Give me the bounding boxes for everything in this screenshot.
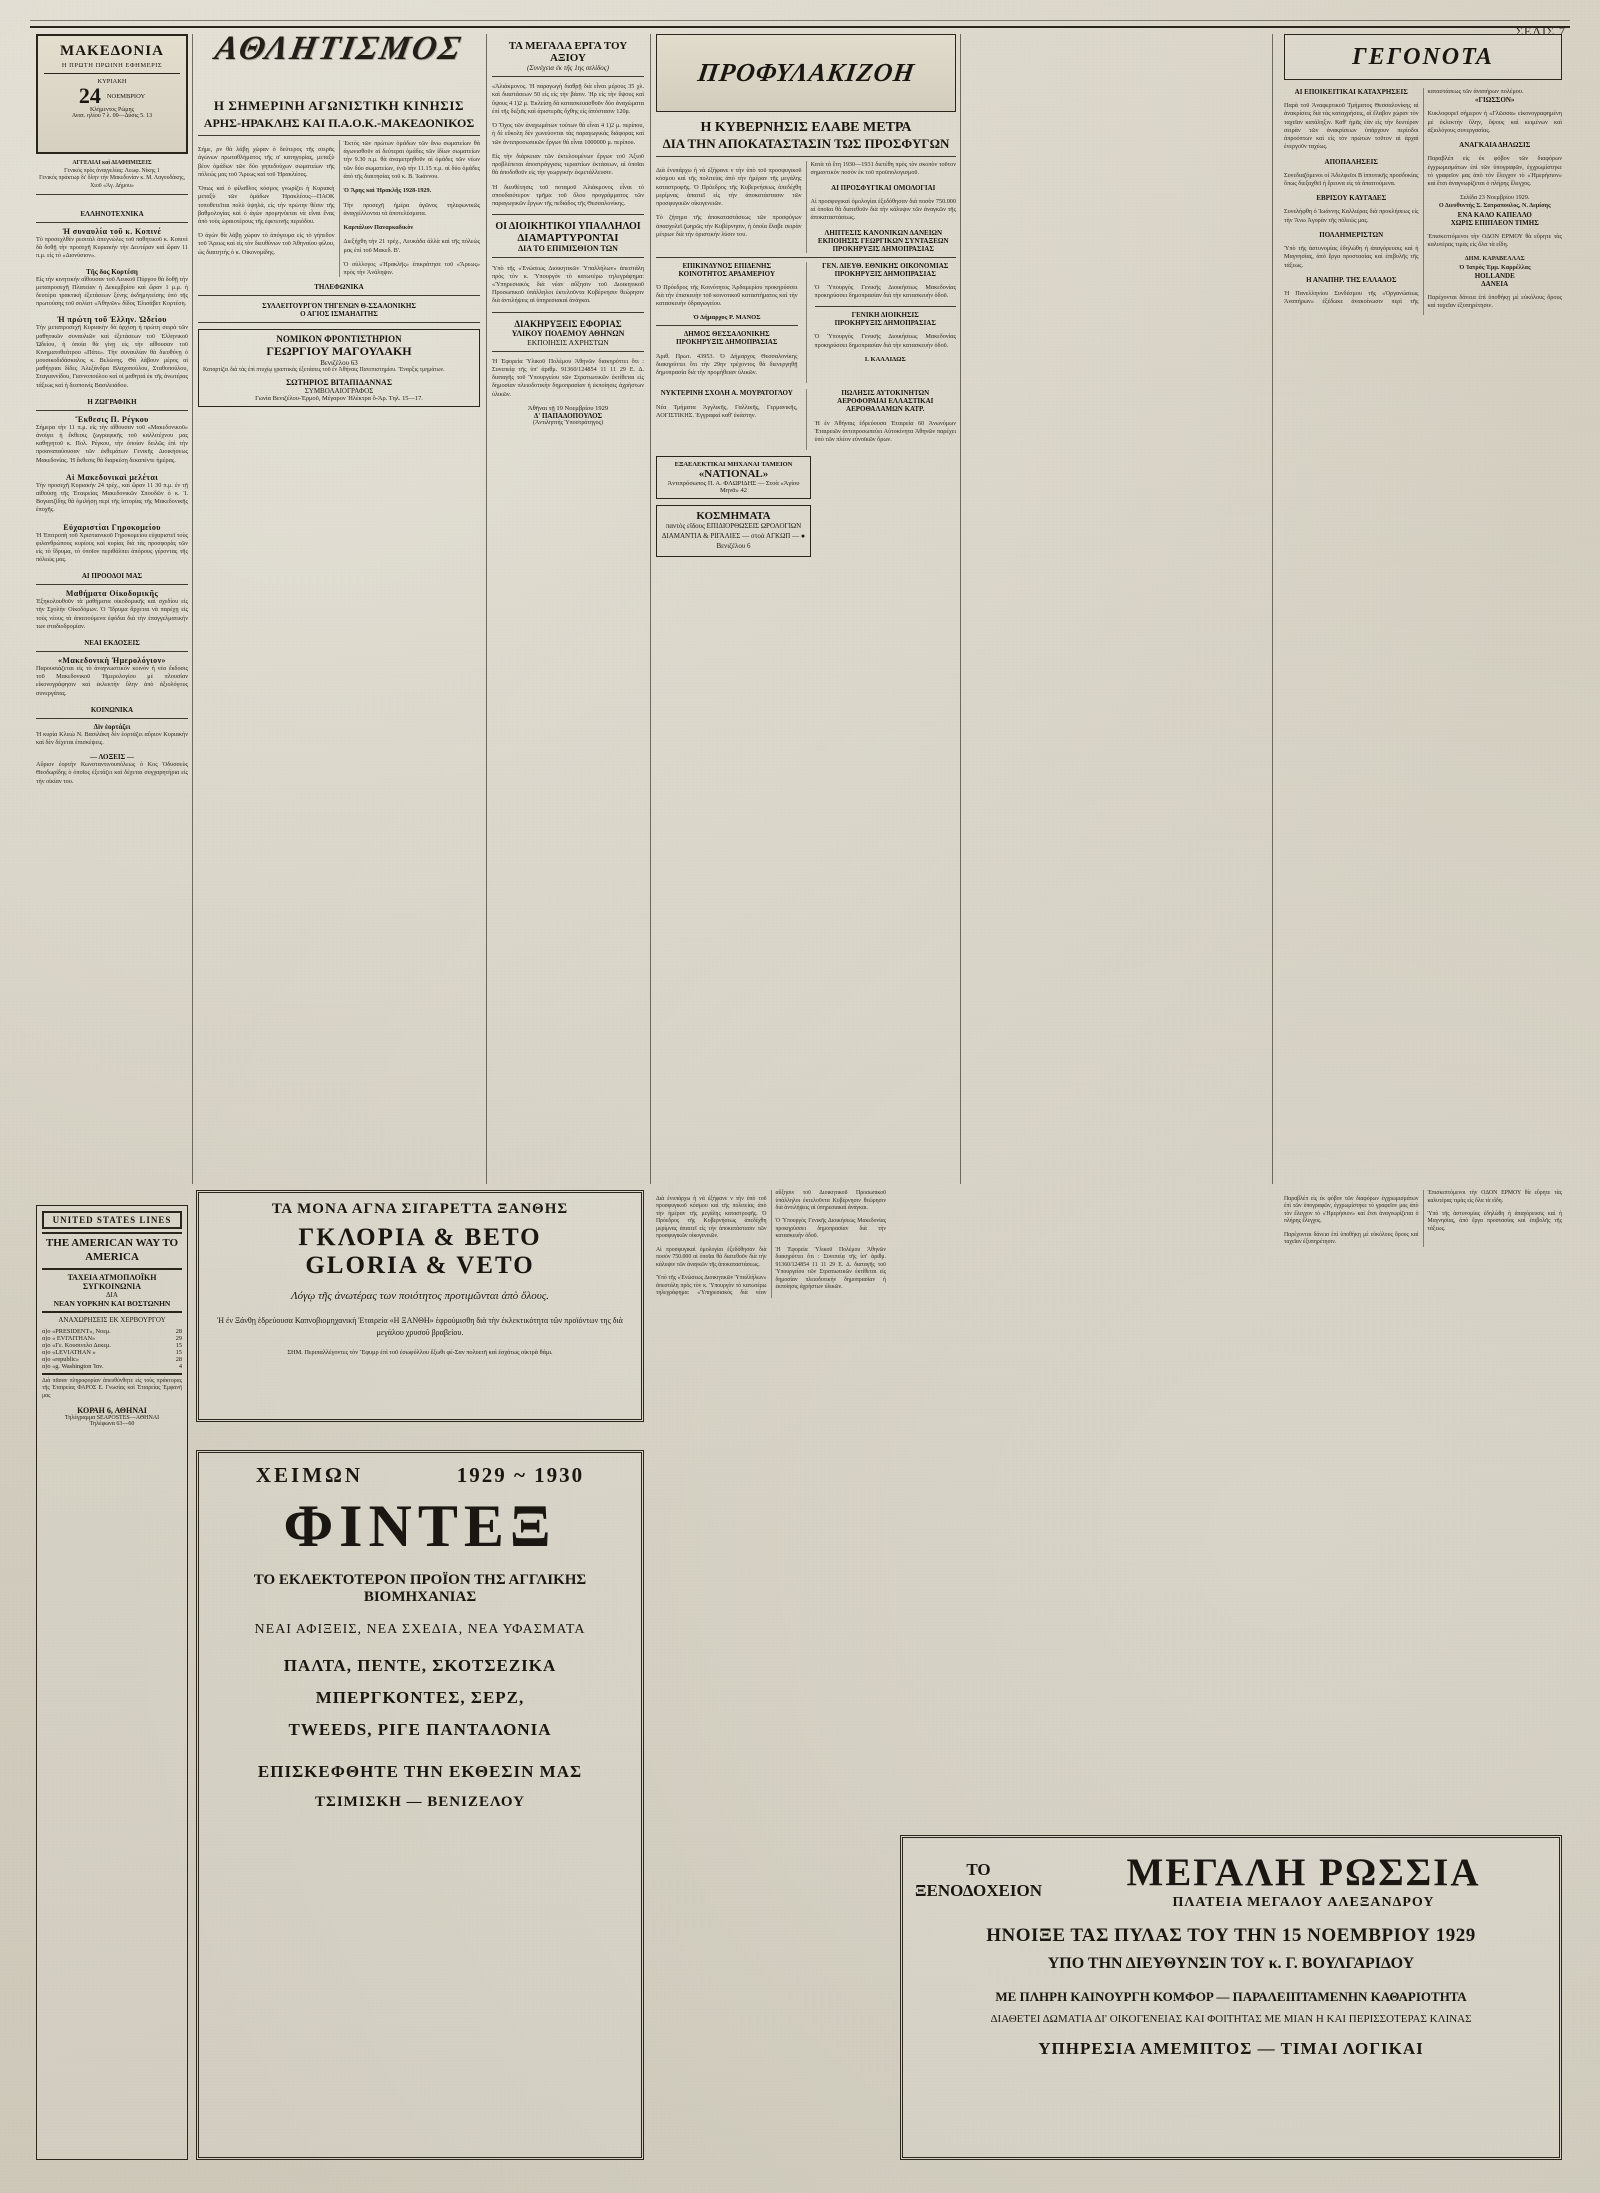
athletics-extra-1: Τὴν προσεχῆ ἡμέρα ἀγῶνος τηλεφωνικῶς ἀναγγέλλονται τὰ ἀποτελέσματα. [343,201,480,217]
uslines-destinations: ΝΕΑΝ ΥΟΡΚΗΝ ΚΑΙ ΒΟΣΤΩΝΗΝ [53,1298,171,1308]
section-head: Δὶν ἑορτάζει [93,722,131,731]
clerks-head-2: ΔΙΑΜΑΡΤΥΡΟΝΤΑΙ [517,232,619,245]
general-direction-auction: ΠΡΟΚΗΡΥΞΙΣ ΔΗΜΟΠΡΑΣΙΑΣ [834,269,936,278]
axios-p4: Ἡ διευθέτησις τοῦ ποταμοῦ Ἀλιάκμονος εἶναι τὸ σπουδαιότερον τμῆμα τοῦ ὅλου προγράμματος τῶν παραγωγικῶν ἔργων τῆς πεδιάδος τῆς Θεσσαλονίκης. [492,183,644,207]
ads-note-line1: ΑΓΓΕΛΙΑΙ καὶ ΔΙΑΦΗΜΙΣΕΙΣ [72,160,152,166]
gegonota-head: ΕΒΡΙΣΟΥ ΚΑΥΓΑΔΕΣ [1316,194,1387,203]
axios-p2: Ὁ Ὄχος τῶν ἀναχωμάτων τούτων θὰ εἶναι 4 1)2 μ. περίπου, ἡ δὲ εὔκολη δὲν χωνεύονται τὰς παραγωγικὰς διάφορας καὶ τῶν ἀντιπροσωπικῶν ἔργων θὰ εἶναι 1000000 μ. περίπου. [492,122,644,146]
schedule-date: 28 [175,1327,182,1335]
ermou-ad-sign: ΔΗΜ. ΚΑΡΑΒΕΛΛΑΣ [1464,255,1525,263]
night-school-body: Νέα Τμήματα Ἀγγλικῆς, Γαλλικῆς, Γερμανικῆς, ΛΟΓΙΣΤΙΚΗΣ. Ἐγγραφαὶ καθ' ἑκάστην. [656,403,798,419]
liturgy-notice-title: ΣΥΛΛΕΙΤΟΥΡΓΟΝ ΤΗΓΕΝΩΝ Θ-ΣΣΑΛΟΝΙΚΗΣ [262,302,416,311]
athletics-p3: Ὁ ἀγὼν θὰ λάβῃ χώραν τὸ ἀπόγευμα εἰς τὸ γήπεδον τοῦ Ἄρεως καὶ εἰς τὸν διευθύνων τοῦ Ἀθηναίου φίλου, ὡς διαιτητὴς ὁ κ. Οἰκονομίδης. [198,232,335,256]
bureau-signature: Δ' ΠΑΠΑΔΟΠΟΥΛΟΣ [533,412,603,420]
col1-item-7 [36,639,188,698]
gegonota-head: ΠΟΛΛΗΜΕΡΙΣΤΩΝ [1319,231,1384,239]
ad-jewellery[interactable] [656,505,811,556]
cigarettes-note: ΣΗΜ. Περιπαλλέγοντες τὸν Ἔφυμρ ἐπὶ τοῦ ἐσωφύλλου ἔξωθι φέ-Σαν πολυετῆ καὶ ἐσχάτως οἰκτρὰ θάμι. [287,1348,553,1356]
uslines-agent: ΚΟΡΑΗ 6, ΑΘΗΝΑΙ [77,1406,147,1416]
hotel-kicker-1: ΤΟ [966,1860,991,1880]
axios-p3: Εἰς τὴν διάρκειαν τῶν ἐκτελουμένων ἔργων τοῦ Ἀξιοῦ προβλέπεται ἀποστράγγισις τεραστίων ἐκτάσεων, αἱ ὁποῖαι θὰ ἀποδοθοῦν εἰς τὴν γεωργικὴν ἐκμετάλλευσιν. [492,152,644,177]
athletics-title: ΑΘΛΗΤΙΣΜΟΣ [212,30,465,67]
clerks-body: Ὑπὸ τῆς «Ἑνώσεως Διοικητικῶν Ὑπαλλήλων» ἀπεστάλη πρὸς τὸν κ. Ὑπουργὸν τὸ κατωτέρω τηλεγράφημα: «Ὑπηρεσιακὸς διὰ νέαν αὔξησιν τοῦ Διοικητικοῦ Προσωπικοῦ ὑπάλληλοι ἐκτελοῦντα Κυβέρνησιν θεώρησιν διὰ ἀντιλήψεις αἱ ὑπηρεσιακαὶ ἀνάγκαι. [492,264,644,305]
ermou-ad-body: Ἐπισκεπτόμενοι τὴν ΟΔΟΝ ΕΡΜΟΥ θὰ εὕρητε τὰς καλυτέρας τιμὰς εἰς ὅλα τὰ εἴδη. [1427,232,1562,248]
gegonota-item-3 [1284,231,1419,270]
section-kicker: Η ΖΩΓΡΑΦΙΚΗ [87,397,137,406]
gegonota-header [1284,34,1562,80]
fintex-years: 1929 ~ 1930 [456,1463,585,1487]
community-signature: Ὁ Δήμαρχος Ρ. ΜΑΝΟΣ [693,314,761,322]
gegonota-item-0 [1284,88,1419,151]
gegonota-body: Κυκλοφορεῖ σήμερον ἡ «Γλῶσσα» εἰκονογραφημένη μὲ ἐκλεκτὴν ὕλην, ὕψους καὶ κειμένων καὶ ἀξιολόγους συνεργασίας. [1427,110,1562,134]
fintex-cta[interactable]: ΕΠΙΣΚΕΦΘΗΤΕ ΤΗΝ ΕΚΘΕΣΙΝ ΜΑΣ [257,1762,583,1781]
cigarettes-body: Ἡ ἐν Ξάνθῃ ἑδρεύουσα Καπνοβιομηχανικὴ Ἑταιρεία «Η ΞΑΝΘΗ» ἐφρούμισθη διὰ τὴν ἐκλεκτικότητα τῶν προϊόντων της διὰ μεγάλου χρυσοῦ βραβείου. [217,1315,623,1337]
section-head: «Μακεδονικὴ Ἡμερολόγιον» [58,656,166,665]
section-head: Αἱ Μακεδονικαὶ μελέται [65,472,159,482]
athletics-extra-3: Ὁ σύλλογος «Ἡρακλῆς» ἐπικράτησε τοῦ «Ἄρεως» πρὸς τὴν Ἀνάληψιν. [343,261,480,277]
hotel-name: ΜΕΓΑΛΗ ΡΩΣΣΙΑ [1126,1851,1481,1894]
rule-c2-c3 [486,34,487,1184]
refugees-p3: Κατὰ τὰ ἔτη 1930—1931 διετέθη πρὸς τὸν σκοπὸν τοῦτον σημαντικὸν ποσὸν ἐκ τοῦ προϋπολογισμοῦ. [810,161,956,177]
axios-subtitle: (Συνέχεια ἐκ τῆς 1ης σελίδος) [527,64,609,72]
masthead-title: ΜΑΚΕΔΟΝΙΑ [60,43,164,59]
schedule-date: 29 [175,1334,182,1342]
lower6-notice-2: Παρέχονται δάνεια ἐπὶ ὑποθήκῃ μὲ εὐκόλους ὅρους καὶ ταχεῖαν ἐξυπηρέτησιν. [1284,1231,1419,1246]
loans-ad-head: ΔΑΝΕΙΑ [1481,279,1509,288]
gegonota-body: Ὑπὸ τῆς ἀστυνομίας ἐδηλώθη ἡ ἀπαγόρευσις καὶ ἡ Μαγνησίας, ἀπὸ ἔργα προστασίας καὶ ἐπιβολῆς τῆς τάξεως. [1284,245,1419,269]
gegonota-body: Συνελήφθη ὁ Ἰωάννης Καλλιέρας διὰ προκλήσεως εἰς τὴν Ἄνω Ἀγορὰν τῆς πόλεώς μας. [1284,208,1419,224]
gegonota-item-1 [1284,158,1419,189]
ads-note-line3: Γενικὸς πράκτωρ δι' ὅλην τὴν Μακεδονίαν κ. Μ. Λαγουδάκης, Χιοῦ «Ἀγ. Δήμου» [39,175,185,189]
refugees-p2: Τὸ ζήτημα τῆς ἀποκαταστάσεως τῶν προσφύγων ἀπασχολεῖ ζωηρῶς τὴν Κυβέρνησιν, ἡ ὁποία ἔλαβε σειρὰν μέτρων διὰ τὴν ὁριστικὴν λύσιν του. [656,214,802,238]
section-kicker: Τῆς δος Κορτέση [86,267,138,276]
law-school-name: ΓΕΩΡΓΙΟΥ ΜΑΓΟΥΛΑΚΗ [266,344,412,359]
col1-item-0 [36,210,188,261]
ads-note-line2: Γενικὸς πρὸς ἀναγγελίας: Λεωφ. Νίκης 1 [64,167,160,174]
general-admin-head: ΓΕΝΙΚΗ ΔΙΟΙΚΗΣΙΣ [851,311,919,320]
col1-item-3 [36,398,188,465]
column-3 [492,40,644,426]
general-admin-body: Ὁ Ὑπουργὸς Γενικῆς Διοικήσεως Μακεδονίας προκηρύσσει δημοπρασίαν διὰ τὴν κατασκευὴν ὁδοῦ. [814,333,956,349]
section-kicker: ΕΛΛΗΝΟΤΕΧΝΙΚΑ [80,210,144,218]
section-body: Σήμερα τὴν 11 π.μ. εἰς τὴν αἴθουσαν τοῦ «Μακεδονικοῦ» ἀνοίγει ἡ ἔκθεσις ζωγραφικῆς τοῦ καλλιτέχνου μας καθηγητοῦ κ. Πολ. Ρέγκου, τὴν ὁποίαν δειλῶς ἐπὶ τὴν προαναπαύουσαν τῶν ἐκθεμάτων Γενικῆς Διοικήσεως Μακεδονίας. Ἡ ἔκθεσις θὰ διαρκέσῃ δεκαπέντε ἡμέρας. [36,423,188,464]
column-6-lower-notices [1284,1190,1562,1247]
section-head: Ἡ συναυλία τοῦ κ. Κοπινέ [62,227,162,236]
athletics-extra-head: Καρπάλιον Παναρκαδικὸν [343,224,414,232]
schedule-ship: α)ο «republic» [42,1355,80,1363]
jewellery-body: παντὸς εἴδους ΕΠΙΔΙΟΡΘΩΣΕΙΣ ΩΡΟΛΟΓΙΩΝ ΔΙΑΜΑΝΤΙΑ & ΡΙΓΑΛΙΕΣ — στοὰ ΑΓΚΩΠ — ● Βενιζέλου 6 [661,522,806,550]
lower-notice-4: Ὁ Ὑπουργὸς Γενικῆς Διοικήσεως Μακεδονίας προκηρύσσει δημοπρασίαν διὰ τὴν κατασκευὴν ὁδοῦ. [775,1218,886,1240]
schedule-date: 28 [175,1355,182,1363]
community-head-2: ΚΟΙΝΟΤΗΤΟΣ ΑΡΔΑΜΕΡΙΟΥ [678,269,775,278]
fintex-brand: ΦΙΝΤΕΞ [283,1493,557,1559]
section-body: Τὸ προσεχλθὲν ρεσιτὰλ ἀπεγνώλες τοῦ παθητικοῦ κ. Κοπινὲ δὰ δοθῇ τὴν προσεχῆ Κυριακὴν τὴν Δευτέραν καὶ ὥραν 11 π.μ. εἰς τὸ «Διονύσιον». [36,236,188,260]
general-direction-head: ΓΕΝ. ΔΙΕΥΘ. ΕΘΝΙΚΗΣ ΟΙΚΟΝΟΜΙΑΣ [822,261,949,270]
ad-cigarettes[interactable] [196,1190,644,1422]
section-body: Ἡ κυρία Κλειὼ Ν. Βασιλάκη δὲν ἑορτάζει αὔριον Κυριακὴν καὶ δὲν δέχεται ἐπισκέψεις. [36,730,188,746]
fintex-l3: ΠΑΛΤΑ, ΠΕΝΤΕ, ΣΚΟΤΣΕΖΙΚΑ [283,1656,557,1675]
section-body: Παρουσιάζεται εἰς τὸ ἀναγνωστικὸν κοινὸν ἡ νέα ἔκδοσις τοῦ Μακεδονικοῦ Ἡμερολογίου μὲ πλουσίαν εἰκονογράφησιν καὶ ἐκλεκτὴν ὕλην ἀπὸ ἀξιολόγους συνεργάτας. [36,665,188,697]
section-head: Εὐχαριστίαι Γηροκομείου [63,522,161,532]
gegonota-title: ΓΕΓΟΝΟΤΑ [1352,43,1494,70]
cigarettes-line1: ΤΑ ΜΟΝΑ ΑΓΝΑ ΣΙΓΑΡΕΤΤΑ ΞΑΝΘΗΣ [271,1201,569,1217]
column-2 [198,98,480,407]
col1-item-6 [36,572,188,631]
gegonota-body: Ἡ Πανελληνίου Συνδέσμου τῆς «Ὀργανώσεως Ἀναπήρων» ἐξέδωκε ἀνακοίνωσιν περὶ τῆς καταστάσεως τῶν ἀναπήρων πολέμου. [1284,88,1524,306]
bureau-body: Ἡ Ἐφορεία Ὑλικοῦ Πολέμου Ἀθηνῶν διακηρύττει ὅτι : Συνεπείᾳ τῆς ὑπ' ἀριθμ. 91360/124854 11 11 29 Ε. Δ. διαταγῆς τοῦ Ὑπουργείου τῶν Στρατιωτικῶν ἐκτίθεται εἰς δημοσίαν πλειοδοτικὴν δημοπρασίαν ἡ ἐκποίησις ἀχρήστων ὑλικῶν. [492,357,644,398]
uslines-departures-title: ΑΝΑΧΩΡΗΣΕΙΣ ΕΚ ΧΕΡΒΟΥΡΓΟΥ [58,1315,166,1324]
doctor-ad-sign: Ὁ Ἰατρὸς Ἐμμ. Καρρέλλας [1458,263,1531,271]
col1-item-4 [36,473,188,515]
masthead-day-label: ΚΥΡΙΑΚΗ [97,78,127,85]
fintex-l2: ΝΕΑΙ ΑΦΙΞΕΙΣ, ΝΕΑ ΣΧΕΔΙΑ, ΝΕΑ ΥΦΑΣΜΑΤΑ [254,1622,586,1637]
ad-hotel[interactable] [900,1835,1562,2160]
schedule-ship: α)ο «Γε. Κουσινελο Δεκεμ. [42,1341,111,1349]
refugees-head-1: Η ΚΥΒΕΡΝΗΣΙΣ ΕΛΑΒΕ ΜΕΤΡΑ [700,120,912,135]
liturgy-notice-sub: Ο ΑΓΙΟΣ ΙΣΜΑΗΛΙΤΗΣ [300,310,378,319]
clerks-head-1: ΟΙ ΔΙΟΙΚΗΤΙΚΟΙ ΥΠΑΛΛΗΛΟΙ [495,221,641,233]
masthead [36,34,188,154]
athletics-lead: Σήμε, ρν θὰ λάβῃ χώραν ὁ δεύτερος τῆς σειρᾶς ἀγώνων πρωταθλήματος τῆς α' κατηγορίας, μεταξὺ βέον ὁμάδων τῶν δύο γηπεδούχων σωματείων τῆς πόλεώς μας τοῦ Ἄρεως καὶ τοῦ Ἡρακλέους. [198,146,335,178]
gegonota-head: ΑΝΑΓΚΑΙΑ ΔΗΛΩΣΙΣ [1459,141,1531,150]
col1-item-5 [36,523,188,565]
athletics-extra-2: Διεξήχθη τὴν 21 τρέχ., Λευκάδα ἀλλὰ καὶ τῆς πόλεώς μας ἐπὶ τοῦ Μακεδ. Β'. [343,238,480,254]
lower6-notice-3: Ἐπισκεπτόμενοι τὴν ΟΔΟΝ ΕΡΜΟΥ θὰ εὕρητε τὰς καλυτέρας τιμὰς εἰς ὅλα τὰ εἴδη. [1427,1190,1562,1204]
holland-ad-head: HOLLANDE [1474,271,1515,280]
general-admin-signature: Ι. ΚΑΛΛΙΔΩΣ [864,356,906,363]
ad-united-states-lines[interactable] [36,1205,188,2160]
lower-notice-1: Διὰ ἐνυπάρχω ἡ νὰ ἐξήφανε ν τὴν ὑπὸ τοῦ προσφυγικοῦ κόσμου καὶ τῆς πολιτείας ἀπὸ τὴν ἡμέραν τῆς μεγάλης καταστροφῆς. Ὁ Πρόεδρος τῆς Κυβερνήσεως ἀπεδέχθη μερίμνας ἀπαιτεῖ εἰς τὴν ἀποκατάστασιν τῶν προσφυγικῶν οἰκογενειῶν. [656,1195,767,1240]
section-body: Τὴν προσεχῆ Κυριακὴν 24 τρέχ., καὶ ὥραν 11 30 π.μ. ἐν τῇ αἰθούσῃ τῆς Ἑταιρείας Μακεδονικῶν Σπουδῶν ὁ κ. Ἰ. Βογιατζίδης θὰ ὁμιλήσῃ περὶ τῆς ἱστορίας τῆς Μακεδονικῆς ἐποχῆς. [36,481,188,514]
gegonota-item-2 [1284,194,1419,225]
gegonota-head: «ΓΙΩΣΣΟΝ» [1475,96,1515,105]
lower6-notice-4: Ὑπὸ τῆς ἀστυνομίας ἐδηλώθη ἡ ἀπαγόρευσις καὶ ἡ Μαγνησίας, ἀπὸ ἔργα προστασίας καὶ ἐπιβολῆς τῆς τάξεως. [1427,1210,1562,1232]
telephone-section-title: ΤΗΛΕΦΩΝΙΚΑ [314,283,364,292]
athletics-p2: Ὅπως καὶ ὁ φίλαθλος κόσμος γνωρίζει ἡ Κυριακὴ μεταξὺ τῶν ὁμάδων Ἡρακλέους—ΠΑΟΚ τοποθετεῖται πολὺ ὑψηλά, εἰς τὴν πρώτην θέσιν τῆς βαθμολογίας καὶ ὁ ἀγὼν προμηνύεται νὰ εἶναι ἕνας ἀπὸ τοὺς ὡραιοτέρους τῆς ἐφετεινῆς περιόδου. [198,185,335,225]
col1-item-9 [36,753,188,786]
municipality-body: Ἀριθ. Πρωτ. 43953. Ὁ Δήμαρχος Θεσσαλονίκης διακηρύττει ὅτι τὴν 29ην τρέχοντος θὰ διενεργηθῇ δημοπρασία διὰ τὴν προμήθειαν ὑλικῶν. [656,352,798,376]
jewellery-title: ΚΟΣΜΗΜΑΤΑ [696,510,771,523]
bureau-title: ΔΙΑΚΗΡΥΞΕΙΣ ΕΦΟΡΙΑΣ [514,318,622,329]
masthead-subtitle: Η ΠΡΩΤΗ ΠΡΩΙΝΗ ΕΦΗΜΕΡΙΣ [61,62,163,69]
refugees-p1: Διὰ ἐνυπάρχω ἡ νὰ ἐξήφανε ν τὴν ὑπὸ τοῦ προσφυγικοῦ κόσμου καὶ τῆς πολιτείας ἀπὸ τὴν ἡμέραν τῆς μεγάλης καταστροφῆς. Ὁ Πρόεδρος τῆς Κυβερνήσεως ἀπεδέχθη μερίμνας ἀπαιτεῖ εἰς τὴν ἀποκατάστασιν τῶν προσφυγικῶν οἰκογενειῶν. [656,167,802,207]
masthead-calendar: Κλήμεντος Ρώμης [89,107,135,113]
schedule-ship: α)ο « EVΓΛΙΤΗΑΝ» [42,1334,96,1342]
uslines-agent-telegram: Τηλέγραμμα SEAPOSTES—ΑΘΗΝΑΙ [64,1415,160,1422]
section-kicker: ΚΟΙΝΩΝΙΚΑ [90,705,134,714]
rule-c5-c6 [1272,34,1273,1184]
masthead-month: ΝΟΕΜΒΡΙΟΥ [106,92,146,100]
notary-role: ΣΥΜΒΟΛΑΙΟΓΡΑΦΟΣ [304,386,374,395]
gegonota-body: Παρὰ τοῦ Ἀναφερτικοῦ Τμήματος Θεσσαλονίκης αἱ ἀνακρίσεις διὰ τὰς καταχρήσεις, αἳ ἔλαβον χώραν τὸν ταχεῖαν κατάληξιν. Καθ' ἡμᾶς ἐὰν εἰς τὴν δευτέραν σειρὰν τῶν ἀνακρίσεων ὑπάρχουν περίοδοι ἀπροόπτων καὶ εἰς τὸν πρώτων τοῦτον αἱ ἀρχαὶ ἐνεργοῦν ταχέως. [1284,102,1419,151]
schedule-date: 15 [175,1348,182,1356]
law-school-kicker: ΝΟΜΙΚΟΝ ΦΡΟΝΤΙΣΤΗΡΙΟΝ [276,334,402,345]
section-head: Ἡ πρώτη τοῦ Ἑλλην. Ὠδείου [57,315,167,325]
lower-notice-5: Ἡ Ἐφορεία Ὑλικοῦ Πολέμου Ἀθηνῶν διακηρύττει ὅτι : Συνεπείᾳ τῆς ὑπ' ἀριθμ. 91360/124854 11 11 29 Ε. Δ. διαταγῆς τοῦ Ὑπουργείου τῶν Στρατιωτικῶν ἐκτίθεται εἰς δημοσίαν πλειοδοτικὴν δημοπρασίαν ἡ ἐκποίησις ἀχρήστων ὑλικῶν. [775,1246,886,1291]
loans-head: ΛΗΠΤΕΣΙΣ ΚΑΝΟΝΙΚΩΝ ΔΑΝΕΙΩΝ [824,228,943,237]
section-kicker: ΝΕΑΙ ΕΚΔΟΣΕΙΣ [84,639,140,647]
notary-address: Γωνία Βενιζέλου-Ἑρμοῦ, Μέγαρον Ἡλέκτρα ὄ-Ἀρ. Τηλ. 15—17. [255,394,423,402]
fintex-address: ΤΣΙΜΙΣΚΗ — ΒΕΝΙΖΕΛΟΥ [315,1794,525,1810]
page-top-rule [30,20,1570,21]
hotel-kicker-2: ΞΕΝΟΔΟΧΕΙΟΝ [915,1880,1042,1900]
gegonota-head: ΑΙ ΕΠΟΙΚΕΙΤΙΚΑΙ ΚΑΤΑΧΡΗΣΕΙΣ [1294,88,1408,96]
refugees-head-2: ΔΙΑ ΤΗΝ ΑΠΟΚΑΤΑΣΤΑΣΙΝ ΤΩΣ ΠΡΟΣΦΥΓΩΝ [662,136,950,151]
section-head: Μαθήματα Οἰκοδομικῆς [65,589,159,599]
rule-c3-c4 [650,34,651,1184]
hotel-service-line: ΥΠΗΡΕΣΙΑ ΑΜΕΜΠΤΟΣ — ΤΙΜΑΙ ΛΟΓΙΚΑΙ [1038,2039,1424,2058]
col1-item-2 [36,315,188,390]
col1-sections [36,210,188,786]
hat-ad-head: ΕΝΑ ΚΑΛΟ ΚΑΠΕΛΛΟ [1457,210,1532,219]
cigarettes-tagline: Λόγῳ τῆς ἀνωτέρας των ποιότητος προτιμῶνται ἀπὸ ὅλους. [290,1290,550,1302]
athletics-p4: Ἐκτὸς τῶν πρώτων ὁμάδων τῶν ἄνω σωματείων θὰ ἀγωνισθοῦν αἱ δεύτεραι ὁμάδες τῶν ἰδίων σωματείων τὴν 9.30 π.μ. θὰ ἀναμετρηθοῦν αἱ ὁμάδες τῶν νέων τῶν δύο σωματείων, ἐνῷ τὴν 11.15 π.μ. αἱ δύο ὁμάδες ἀπὸ τῆς διαιτησίας τοῦ κ. Β. Ἰωάννου. [343,140,480,180]
hotel-opening-line: ΗΝΟΙΞΕ ΤΑΣ ΠΥΛΑΣ ΤΟΥ ΤΗΝ 15 ΝΟΕΜΒΡΙΟΥ 1929 [986,1925,1476,1946]
schedule-ship: α)ο «g. Washington Ἰαν. [42,1362,104,1370]
folio-number: ΣΕΛΙΣ 7 [1516,24,1566,38]
law-school-address: Βενιζέλου 63 [320,359,358,368]
ad-law-school[interactable] [198,329,480,407]
ermou-ad-head: ΧΩΡΙΣ ΕΠΙΠΛΕΟΝ ΤΙΜΗΣ [1450,218,1539,227]
masthead-sun-line: Ανατ. ηλίου 7 λ. 00—Δύσις 5. 13 [71,113,153,119]
tyres-head-2: ΑΕΡΟΦΟΡΑΙΑΙ ΕΛΛΑΣΤΙΚΑΙ [837,397,934,406]
ad-fintex[interactable] [196,1450,644,2160]
lower-notice-2: Αἱ προσφυγικαὶ ὁμολογίαι ἐξεδόθησαν διὰ ποσὸν 750.000 αἱ ὁποῖαι θὰ διατεθοῦν διὰ τὴν κάλυψιν τῶν ἀναγκῶν τῆς ἀποκαταστάσεως. [656,1246,767,1268]
athletics-banner [196,30,481,90]
axios-title: ΤΑ ΜΕΓΑΛΑ ΕΡΓΑ ΤΟΥ ΑΞΙΟΥ [508,40,628,64]
notary-name: ΣΩΤΗΡΙΟΣ ΒΙΤΑΠΙΔΑΝΝΑΣ [285,377,393,387]
gegonota-body: Συνεδιαζόμενοι οἱ Ἀδελφεῖοι Β ἱπποτικῆς προσδοκίας ὅπως διεξαχθεῖ ἡ ἔρευνα εἰς τὰ ἀπαιτούμενα. [1284,171,1419,187]
uslines-telephone: Τηλέφωνα 63—60 [89,1421,135,1428]
uslines-logo: UNITED STATES LINES [42,1211,182,1229]
bureau-date: Ἀθῆναι τῇ 19 Νοεμβρίου 1929 [527,405,609,412]
bonds-head: ΑΙ ΠΡΟΣΦΥΓΙΚΑΙ ΟΜΟΛΟΓΙΑΙ [831,183,936,192]
fintex-season: ΧΕΙΜΩΝ [255,1463,363,1487]
hotel-rooms-line: ΔΙΑΘΕΤΕΙ ΔΩΜΑΤΙΑ ΔΙ' ΟΙΚΟΓΕΝΕΙΑΣ ΚΑΙ ΦΟΙΤΗΤΑΣ ΜΕ ΜΙΑΝ Η ΚΑΙ ΠΕΡΙΣΣΟΤΕΡΑΣ ΚΛΙΝΑΣ [990,2013,1472,2025]
masthead-day-number: 24 [78,83,101,108]
general-direction-body: Ὁ Ὑπουργὸς Γενικῆς Διοικήσεως Μακεδονίας προκηρύσσει δημοπρασίαν διὰ τὴν κατασκευὴν ὁδοῦ. [814,283,956,299]
section-body: Ἡ Ἐπιτροπὴ τοῦ Χριστιανικοῦ Γηροκομείου εὐχαριστεῖ τοὺς φιλανθρώπους κυρίους καὶ κυρίας διὰ τὰς προσφορὰς τῶν εἰς τὸ ἵδρυμα, τὸ ὁποῖον περιθάλπει ἀπόρους γέροντας τῆς πόλεώς μας. [36,531,188,564]
schedule-date: 15 [175,1341,182,1349]
national-agent: Ἀντιπρόσωπος Π. Α. ΦΛΩΡΙΔΗΣ — Στοὰ «Ἁγίου Μηνᾶ» 42 [667,480,800,495]
section-head: Ἔκθεσις Π. Ρέγκου [75,414,149,424]
gegonota-item-6 [1428,141,1563,188]
law-school-body: Καταρτίζει διὰ τὰς ἐπὶ πτυχίῳ γραπτικὰς ἐξετάσεις τοῦ ἐν Ἀθήναις Πανεπιστημίου. Ἔναρξις τμημάτων. [203,367,445,374]
rule-c4-c5 [960,34,961,1184]
tyres-head-1: ΠΩΛΗΣΙΣ ΑΥΤΟΚΙΝΗΤΩΝ [841,389,930,398]
loans-ad-body: Παρέχονται δάνεια ἐπὶ ὑποθήκῃ μὲ εὐκόλους ὅρους καὶ ταχεῖαν ἐξυπηρέτησιν. [1427,293,1562,310]
section-kicker: ΑΙ ΠΡΟΟΔΟΙ ΜΑΣ [81,572,143,581]
column-4 [656,34,956,557]
bureau-signature-role: (Ἀντιληπτὴς Ὑποστράτηγος) [532,420,604,426]
bureau-sub2: ΕΚΠΟΙΗΣΙΣ ΑΧΡΗΣΤΩΝ [527,337,609,347]
gegonota-body: Παραβλέπ εἰς ἐκ φόβον τῶν διαφόρων ἐγχρωμισμάτων ἐπὶ τῶν ὑπογραφῶν, ἐγχρωμίστηκε τὸ γραφεῖον μας ἀπὸ τὸν ἔλεγχον τὸ «Ἡμερήσιον» καὶ ἔτσι ἀναγνωρίζεται ὁ πλήρης ἔλεγχος. [1427,155,1562,187]
bureau-sub: ΥΛΙΚΟΥ ΠΟΛΕΜΟΥ ΑΘΗΝΩΝ [511,328,625,338]
athletics-score-line: Ὁ Ἄρης καὶ Ἡρακλῆς 1928-1929. [343,187,432,195]
auction-head: ΠΡΟΚΗΡΥΞΙΣ ΔΗΜΟΠΡΑΣΙΑΣ [832,244,934,253]
axios-p1: «Ἀλιάκμονος. Ἡ παραγωγὴ διαθρῇ διὰ εἶναι μέρους 35 χλ. καὶ διαστάσεων 50 εἰς εἰς τὴν βάσιν. Ἡρ εἰς τὴν ὕψους καὶ ὕψους 4 1)2 μ. Ἐκλείσῃ δὰ κατασκευασθοῦν δύο ἀναχώματα ἐπὶ τῆς δεξιᾶς καὶ ἀριστερᾶς ὄχθης εἰς ἀπόστασιν 120μ. [492,83,644,115]
lower6-notice-1: Παραβλέπ εἰς ἐκ φόβον τῶν διαφόρων ἐγχρωμισμάτων ἐπὶ τῶν ὑπογραφῶν, ἐγχρωμίστηκε τὸ γραφεῖον μας ἀπὸ τὸν ἔλεγχον τὸ «Ἡμερήσιον» καὶ ἔτσι ἀναγνωρίζεται ὁ πλήρης ἔλεγχος. [1284,1195,1419,1225]
community-head-1: ΕΠΙΚΙΝΔΥΝΟΣ ΕΠΙΔΕΝΗΣ [682,261,772,270]
section-body: Ἐξηκολουθοῦν τὰ μαθήματα οἰκοδομικῆς καὶ σχεδίου εἰς τὴν Σχολὴν Οἰκοδόμων. Ὁ Ἵδρυμα ἄρχεται νὰ παρέχῃ εἰς τοὺς νέους τὰ ἀπαιτούμενα ἐφόδια διὰ τὴν ἐπαγγελματικήν των σταδιοδρομίαν. [36,598,188,630]
masthead-ads-note [36,160,188,199]
hotel-comfort-line: ΜΕ ΠΛΗΡΗ ΚΑΙΝΟΥΡΓΗ ΚΟΜΦΟΡ — ΠΑΡΑΛΕΙΠΤΑΜΕΝΗΝ ΚΑΘΑΡΙΟΤΗΤΑ [995,1989,1467,2004]
hotel-address: ΠΛΑΤΕΙΑ ΜΕΓΑΛΟΥ ΑΛΕΞΑΝΔΡΟΥ [1172,1895,1435,1910]
gegonota-date: Σελίδα 23 Νοεμβρίου 1929. [1460,194,1530,202]
schedule-ship: α)ο «PRESIDENT», Νοεμ. [42,1327,111,1335]
rule-c1-c2 [192,34,193,1184]
section-head: — ΛΟΞΕΙΣ — [90,753,134,762]
uslines-headline: THE AMERICAN WAY TO AMERICA [45,1237,179,1263]
athletics-subhead-2: ΑΡΗΣ-ΗΡΑΚΛΗΣ ΚΑΙ Π.Α.Ο.Κ.-ΜΑΚΕΔΟΝΙΚΟΣ [203,116,475,130]
general-admin-auction: ΠΡΟΚΗΡΥΞΙΣ ΔΗΜΟΠΡΑΣΙΑΣ [834,319,936,328]
column-4-lower-notices [656,1190,886,1298]
column-6 [1284,88,1562,315]
schedule-date: 4 [178,1362,182,1370]
gegonota-head: Η ΑΝΑΠΗΡ. ΤΗΣ ΕΛΛΑΔΟΣ [1306,275,1397,284]
section-body: Τὴν μεταπροσεχῆ Κυριακὴν δὰ ἀρχίσῃ ἡ πρώτη σειρὰ τῶν μαθητικῶν συναυλιῶν καὶ ἐξετάσεων τοῦ Ἑλληνικοῦ Ὠδείου, ἡ ὁποία θὰ γίνῃ εἰς τὴν αἴθουσαν τοῦ Κινηματοθεάτρου «Πάτε». Τὴν συναυλίαν θὰ διευθύνῃ ὁ μουσικοδιδάσκαλος κ. Βελώνης. Θὰ λάβουν μέρος αἱ μαθήτριαι δίδες Ἀλεξάνδρα Βλαχοπούλου, Σταθοπούλου, Σταγιαννίδου, Γιαννοπούλου καὶ οἱ μαθηταὶ ἐκ τῆς ἀνωτέρας τάξεως καὶ ἡ δεσποινὶς Βασιλειάδου. [36,324,188,389]
profylaki-banner [656,34,956,112]
fintex-l1: ΤΟ ΕΚΛΕΚΤΟΤΕΡΟΝ ΠΡΟΪΟΝ ΤΗΣ ΑΓΓΛΙΚΗΣ ΒΙΟΜΗΧΑΝΙΑΣ [253,1572,587,1605]
profylaki-title: ΠΡΟΦΥΛΑΚΙΖΟΗ [695,58,917,87]
clerks-head-3: ΔΙΑ ΤΟ ΕΠΙΜΙΣΘΙΟΝ ΤΩΝ [518,244,618,254]
lower-notice-3: Ὑπὸ τῆς «Ἑνώσεως Διοικητικῶν Ὑπαλλήλων» ἀπεστάλη πρὸς τὸν κ. Ὑπουργὸν τὸ κατωτέρω τηλεγράφημα: «Ὑπηρεσιακὸς διὰ νέαν αὔξησιν τοῦ Διοικητικοῦ Προσωπικοῦ ὑπάλληλοι ἐκτελοῦντα Κυβέρνησιν θεώρησιν διὰ ἀντιλήψεις αἱ ὑπηρεσιακαὶ ἀνάγκαι. [656,1190,886,1297]
night-school-head: ΝΥΚΤΕΡΙΝΗ ΣΧΟΛΗ Α. ΜΟΥΡΑΤΟΓΛΟΥ [660,389,793,398]
section-body: Εἰς τὴν κινητικὴν αἴθουσαν τοῦ Λευκοῦ Πύργου θὰ δοθῇ τὴν μεταπροσεχῆ Πλατείαν ἡ Δεκεμβρίου καὶ ὥραν 1 μ.μ. ἡ δευτέρα τρακτικὴ ἐξετάσεων ξένης ἐκδημητείσης ὑπὸ τῆς πρωτούσης τοῦ σολίστ «Ἀθηνῶν» δίδος Ἐλισάβετ Κορτέση. [36,275,188,308]
fintex-l5: TWEEDS, ΡΙΓΕ ΠΑΝΤΑΛΟΝΙΑ [288,1720,552,1739]
bonds-body: Αἱ προσφυγικαὶ ὁμολογίαι ἐξεδόθησαν διὰ ποσὸν 750.000 αἱ ὁποῖαι θὰ διατεθοῦν διὰ τὴν κάλυψιν τῶν ἀναγκῶν τῆς ἀποκαταστάσεως. [810,197,956,222]
gegonota-head: ΑΠΟΠΑΛΗΣΕΙΣ [1324,157,1378,166]
col1-item-1 [36,268,188,309]
uslines-footer: Διὰ πᾶσαν πληροφορίαν ἀπευθύνθητε εἰς τοὺς πράκτορας τῆς Ἑταιρείας ΦΑΡΟΣ Ε. Γνωσίας καὶ Ἑταιρείας Ἐμφανῆ μας [42,1377,182,1399]
fintex-l4: ΜΠΕΡΓΚΟΝΤΕΣ, ΣΕΡΖ, [315,1688,525,1707]
uslines-sub2: ΔΙΑ [106,1290,118,1299]
pensions-head: ΕΚΠΟΙΗΣΙΣ ΓΕΩΡΓΙΚΩΝ ΣΥΝΤΑΞΕΩΝ [817,236,949,245]
schedule-ship: α)ο «LΕVΙΑΤΗΑΝ » [42,1348,96,1356]
hotel-management-line: ΥΠΟ ΤΗΝ ΔΙΕΥΘΥΝΣΙΝ ΤΟΥ κ. Γ. ΒΟΥΛΓΑΡΙΔΟΥ [1047,1955,1415,1972]
tyres-body: Ἡ ἐν Ἀθήναις ἑδρεύουσα Ἑταιρεία 60 Ἀνωνύμων Ἑταιρειῶν ἀντιπροσωπεύει Αὐτοκίνητα Ἀθηνῶν παρέχει ὑπὸ τῶν πλέον εὐνοϊκῶν ὅρων. [814,419,956,443]
municipality-head: ΔΗΜΟΣ ΘΕΣΣΑΛΟΝΙΚΗΣ [683,330,770,339]
gegonota-sign-1: Ο Διευθυντὴς Σ. Σατραπουλος, Ν. Δεμίσης [1438,202,1551,210]
uslines-schedule-table [42,1328,182,1370]
uslines-sub1: ΤΑΧΕΙΑ ΑΤΜΟΠΛΟΪΚΗ ΣΥΓΚΟΙΝΩΝΙΑ [67,1272,157,1291]
cigarettes-brand-lat: GLORIA & VETO [305,1252,535,1279]
municipality-auction-head: ΠΡΟΚΗΡΥΞΙΣ ΔΗΜΟΠΡΑΣΙΑΣ [676,338,778,347]
column-1 [36,210,188,786]
national-kicker: ΕΞΑΕΛΕΚΤΙΚΑΙ ΜΗΧΑΝΑΙ ΤΑΜΕΙΟΝ [674,461,793,469]
col1-item-8 [36,706,188,747]
national-brand: «NATIONAL» [698,468,769,481]
athletics-subhead-1: Η ΣΗΜΕΡΙΝΗ ΑΓΩΝΙΣΤΙΚΗ ΚΙΝΗΣΙΣ [213,98,465,113]
ad-national-machines[interactable] [656,456,811,499]
cigarettes-brand-gr: ΓΚΛΟΡΙΑ & ΒΕΤΟ [298,1224,542,1251]
section-body: Αὔριον ἑορτὴν Κωνσταντινουπόλεως ὁ Κος Ὀδυσσεὺς Θεοδωρίδης ὁ ὁποῖος ἐξετάζει καὶ δέχεται συγχαρητήρια εἰς τὴν οἰκίαν του. [36,761,188,785]
gegonota-item-5 [1428,96,1563,135]
community-body: Ὁ Πρόεδρος τῆς Κοινότητος Ἀρδαμερίου προκηρύσσει διὰ τὴν ἐπισκευὴν τοῦ κοινοτικοῦ καταστήματος καὶ τὴν κατασκευὴν ὑδραγωγείου. [656,283,798,308]
tyres-head-3: ΑΕΡΟΘΑΛΑΜΩΝ ΚΑΤΡ. [846,405,925,414]
